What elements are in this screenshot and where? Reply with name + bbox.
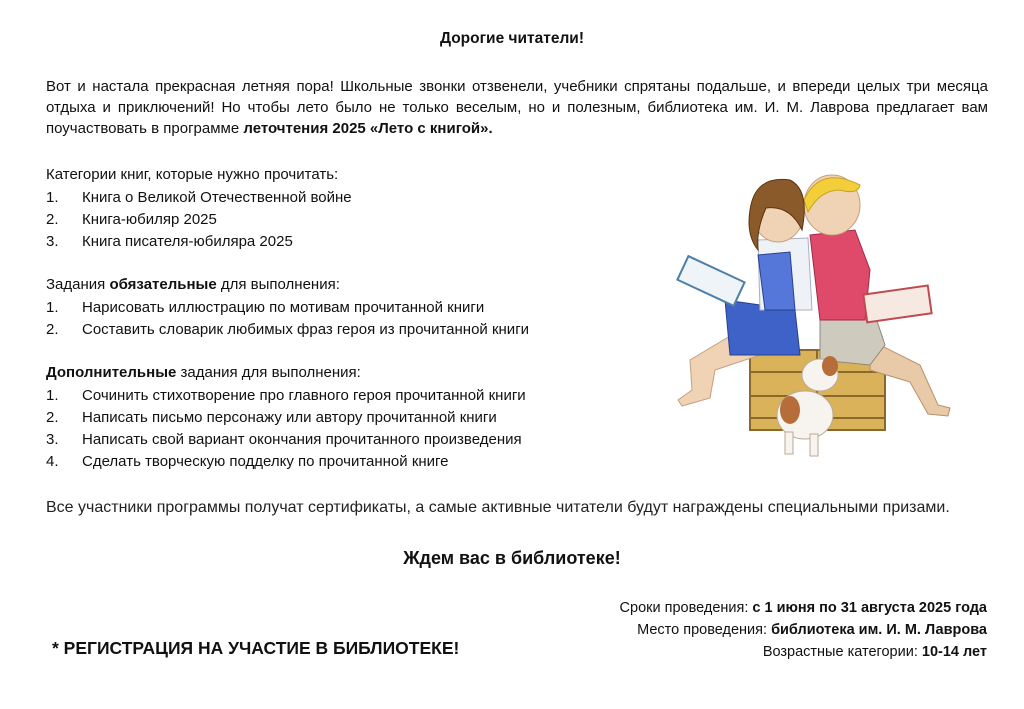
list-item [46,319,529,341]
item-number: 3. [46,233,59,250]
list-item [46,451,526,473]
heading-suffix: для выполнения: [216,276,340,293]
item-text: Написать свой вариант окончания прочитанного произведения [82,431,522,448]
item-text: Сделать творческую подделку по прочитанной книге [82,453,449,470]
page-title: Дорогие читатели! [439,30,585,47]
intro-paragraph [46,76,988,139]
list-item [46,429,526,451]
list-item [46,209,352,231]
additional-list [46,385,526,473]
item-text: Книга о Великой Отечественной войне [82,189,352,206]
list-item [46,385,526,407]
dates-line [620,597,987,619]
program-name: леточтения 2025 «Лето с книгой». [243,120,493,137]
list-item [46,297,529,319]
list-item [46,231,352,253]
invitation-heading: Ждем вас в библиотеке! [403,548,621,568]
age-label: Возрастные категории: [762,644,922,660]
categories-list [46,187,352,253]
item-number: 2. [46,409,59,426]
heading-suffix: задания для выполнения: [176,364,361,381]
item-text: Нарисовать иллюстрацию по мотивам прочитанной книги [82,299,485,316]
item-number: 1. [46,299,59,316]
additional-section [46,362,526,473]
event-info [620,597,987,663]
item-number: 4. [46,453,59,470]
item-text: Написать письмо персонажу или автору прочитанной книги [82,409,497,426]
categories-heading: Категории книг, которые нужно прочитать: [46,166,339,183]
age-line [620,641,987,663]
item-text: Составить словарик любимых фраз героя из прочитанной книги [82,321,530,338]
mandatory-section [46,274,529,341]
item-text: Книга писателя-юбиляра 2025 [82,233,293,250]
dates-value: с 1 июня по 31 августа 2025 года [752,600,987,616]
list-item [46,187,352,209]
item-number: 3. [46,431,59,448]
dates-label: Сроки проведения: [619,600,753,616]
mandatory-heading [46,274,529,296]
registration-notice: * РЕГИСТРАЦИЯ НА УЧАСТИЕ В БИБЛИОТЕКЕ! [52,638,460,658]
heading-bold: Дополнительные [46,364,177,381]
item-number: 1. [46,189,59,206]
mandatory-list [46,297,529,341]
item-text: Книга-юбиляр 2025 [82,211,217,228]
intro-text: Вот и настала прекрасная летняя пора! Школьные звонки отзвенели, учебники спрятаны подальше, и впереди целых три месяца отдыха и приключений! Но чтобы лето было не только веселым, но и полезным, библиотека им. И. М. Лаврова предлагает вам поучаствовать в программе [46,78,988,137]
item-text: Сочинить стихотворение про главного героя прочитанной книги [82,387,526,404]
place-value: библиотека им. И. М. Лаврова [771,622,987,638]
age-value: 10-14 лет [921,644,987,660]
heading-prefix: Задания [46,276,110,293]
list-item [46,407,526,429]
heading-bold: обязательные [109,276,217,293]
item-number: 2. [46,211,59,228]
place-line [620,619,987,641]
children-reading-illustration [670,160,960,460]
item-number: 2. [46,321,59,338]
closing-paragraph: Все участники программы получат сертификаты, а самые активные читатели будут награждены специальными призами. [46,499,950,516]
place-label: Место проведения: [637,622,772,638]
additional-heading [46,362,526,384]
categories-section [46,164,352,253]
item-number: 1. [46,387,59,404]
